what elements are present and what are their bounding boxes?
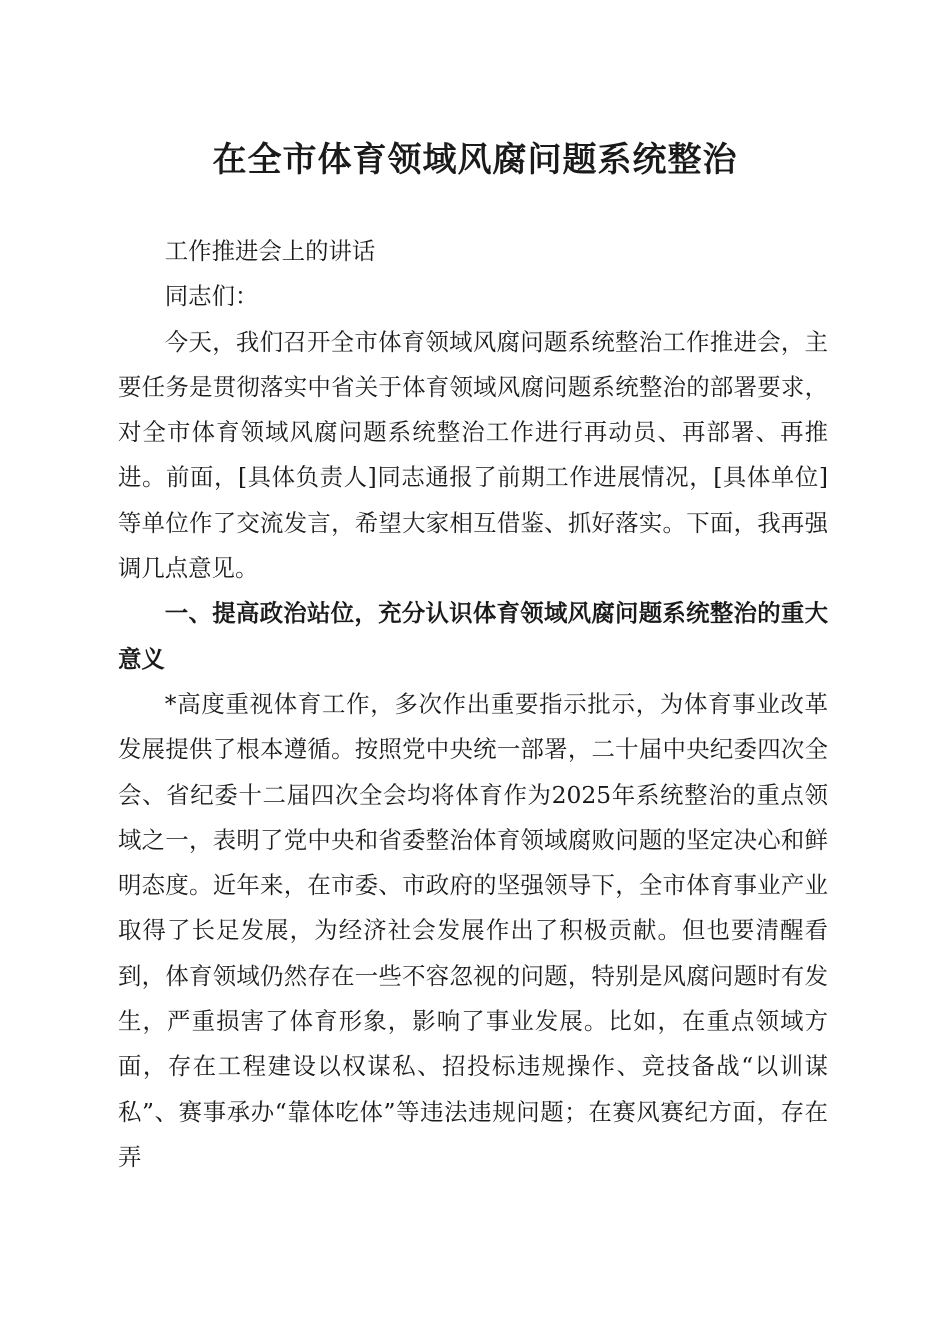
section-heading-1: 一、提高政治站位，充分认识体育领域风腐问题系统整治的重大意义 bbox=[118, 599, 828, 673]
intro-paragraph: 今天，我们召开全市体育领域风腐问题系统整治工作推进会，主要任务是贯彻落实中省关于体育领域风腐问题系统整治的部署要求，对全市体育领域风腐问题系统整治工作进行再动员、再部署、再推进。前面，[具体负责人]同志通报了前期工作进展情况，[具体单位]等单位作了交流发言，希望大家相互借鉴、抓好落实。下面，我再强调几点意见。 bbox=[118, 327, 828, 583]
section-1-paragraph: *高度重视体育工作，多次作出重要指示批示，为体育事业改革发展提供了根本遵循。按照党中央统一部署，二十届中央纪委四次全会、省纪委十二届四次全会均将体育作为2025年系统整治的重点领域之一，表明了党中央和省委整治体育领域腐败问题的坚定决心和鲜明态度。近年来，在市委、市政府的坚强领导下，全市体育事业产业取得了长足发展，为经济社会发展作出了积极贡献。但也要清醒看到，体育领域仍然存在一些不容忽视的问题，特别是风腐问题时有发生，严重损害了体育形象，影响了事业发展。比如，在重点领域方面，存在工程建设以权谋私、招投标违规操作、竞技备战“以训谋私”、赛事承办“靠体吃体”等违法违规问题；在赛风赛纪方面，存在弄 bbox=[118, 689, 828, 1171]
salutation-line: 同志们： bbox=[164, 282, 259, 311]
subtitle-line: 工作推进会上的讲话 bbox=[164, 237, 376, 265]
document-body bbox=[118, 229, 828, 1180]
document-title: 在全市体育领域风腐问题系统整治 bbox=[212, 140, 738, 180]
